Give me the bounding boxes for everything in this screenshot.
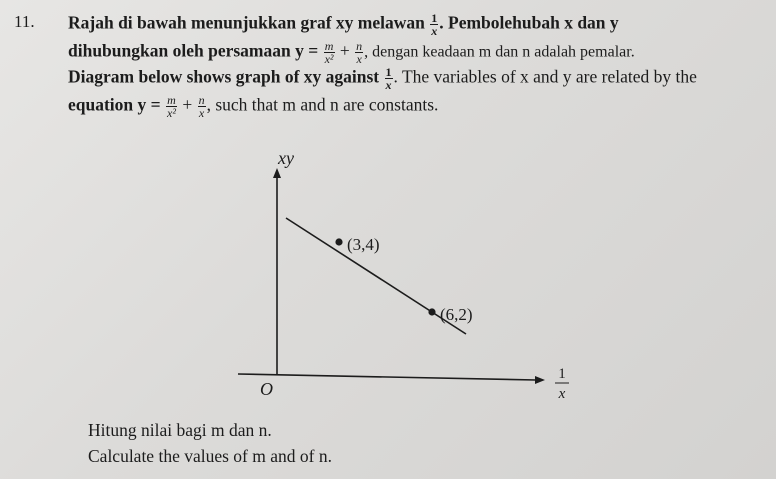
malay-line2-text-a: dihubungkan oleh persamaan y =: [68, 40, 319, 61]
malay-line2-text-b: , dengan keadaan m dan n adalah pemalar.: [364, 43, 635, 61]
plus-sign: +: [339, 40, 350, 61]
fraction-numerator: n: [198, 93, 205, 107]
point-3-4: [335, 238, 342, 245]
x-axis: [238, 374, 536, 380]
fraction-denominator: x²: [324, 52, 334, 66]
fraction-denominator: x: [385, 78, 392, 92]
english-line1-text-a: Diagram below shows graph of xy against: [68, 66, 380, 87]
english-line2-text-a: equation y =: [68, 94, 161, 115]
point1-label: (3,4): [347, 235, 380, 254]
point2-label: (6,2): [440, 305, 473, 324]
malay-line1-text-b: . Pembolehubah x dan y: [439, 12, 619, 33]
task-english: Calculate the values of m and of n.: [88, 446, 332, 466]
fraction-numerator: 1: [385, 65, 392, 79]
origin-label: O: [260, 379, 273, 399]
fraction-denominator: x: [356, 52, 362, 66]
question-number: 11.: [14, 12, 35, 31]
fraction-denominator: x²: [167, 106, 176, 120]
x-axis-label-numerator: 1: [558, 366, 566, 382]
plus-sign: +: [182, 94, 193, 115]
fraction-denominator: x: [431, 24, 438, 38]
english-line1-text-b: . The variables of x and y are related by the: [393, 66, 697, 87]
x-axis-label-denominator: x: [558, 386, 566, 402]
fraction-denominator: x: [198, 106, 205, 120]
fraction-numerator: m: [324, 39, 334, 53]
malay-line1-text-a: Rajah di bawah menunjukkan graf xy melawan: [68, 12, 425, 33]
fraction-numerator: m: [167, 93, 176, 107]
fraction-numerator: 1: [431, 11, 438, 25]
fraction-numerator: n: [356, 39, 363, 53]
task-malay: Hitung nilai bagi m dan n.: [88, 420, 272, 440]
y-axis-arrow-icon: [273, 168, 281, 178]
x-axis-arrow-icon: [535, 376, 545, 384]
point-6-2: [428, 308, 435, 315]
english-line2-text-b: , such that m and n are constants.: [206, 94, 439, 115]
y-axis-label: xy: [278, 148, 294, 168]
